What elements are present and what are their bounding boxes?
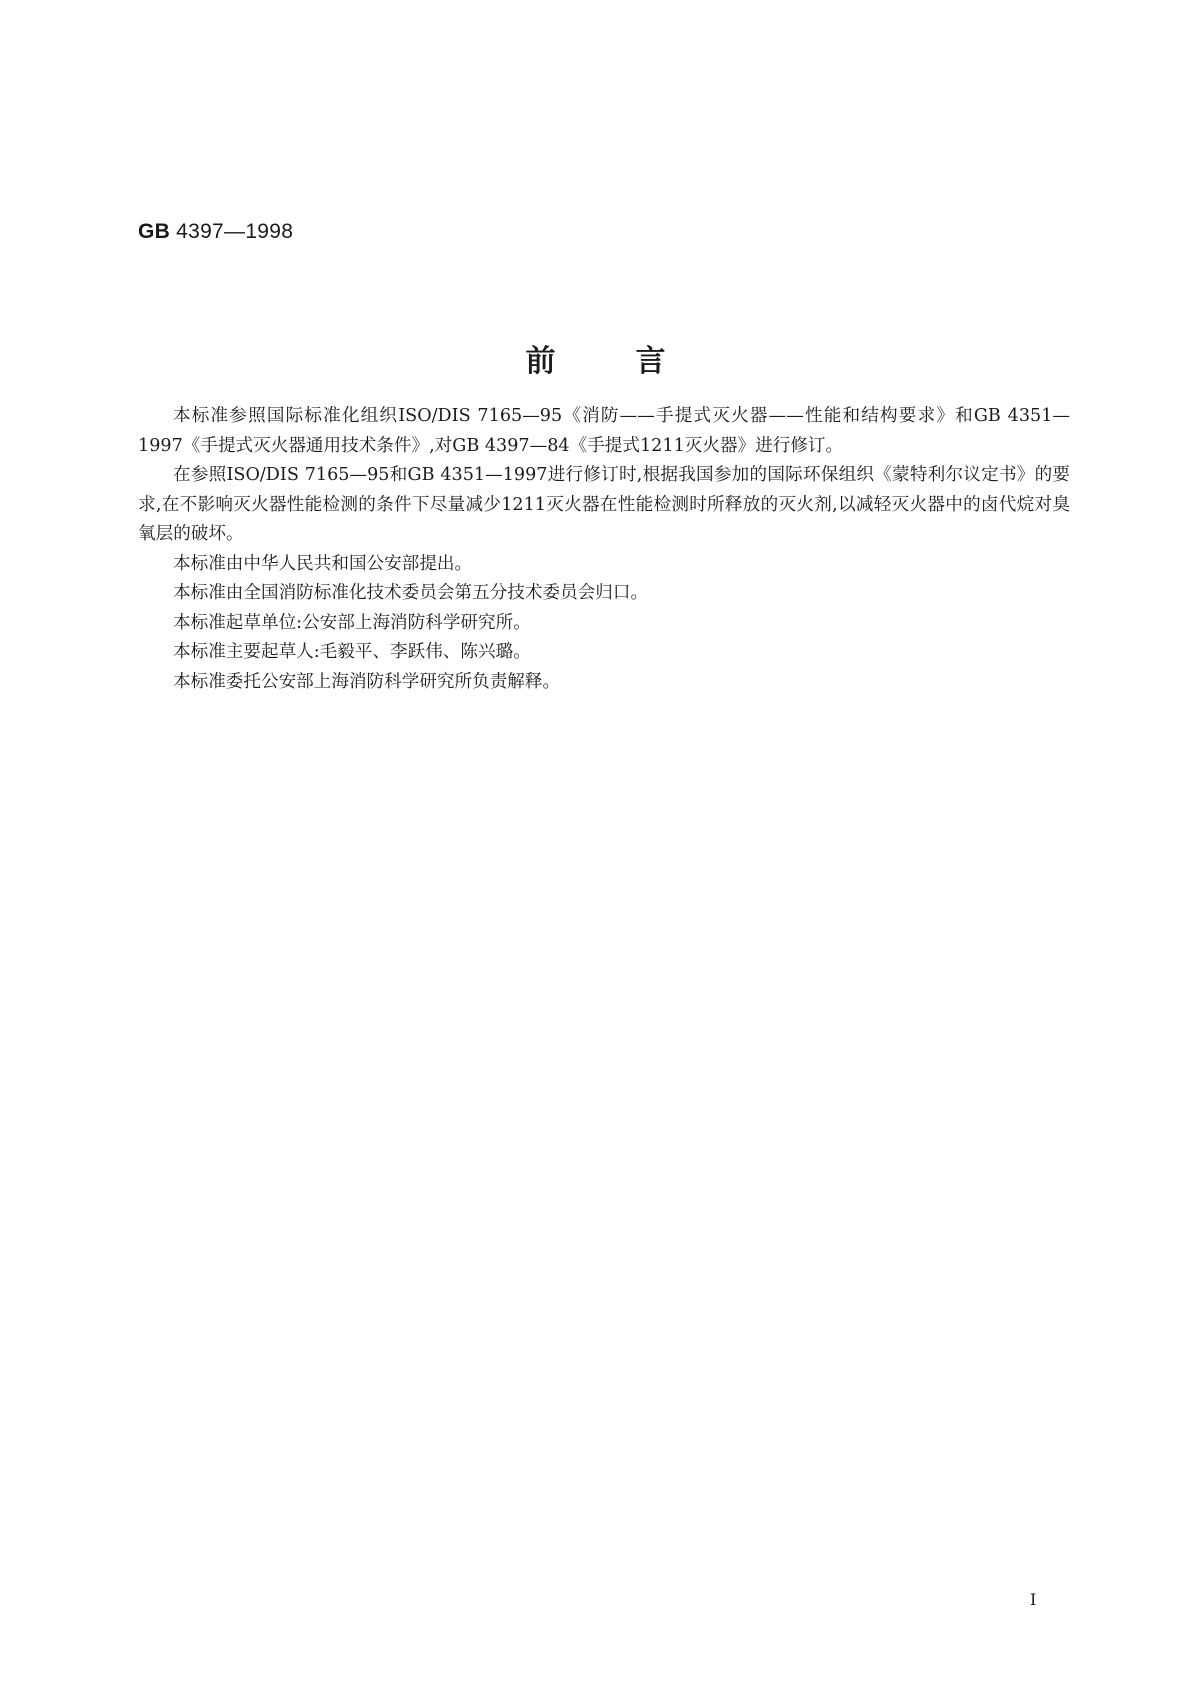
foreword-paragraph-1: 本标准参照国际标准化组织ISO/DIS 7165—95《消防——手提式灭火器——性能和结构要求》和GB 4351—1997《手提式灭火器通用技术条件》,对GB 4397—84《手提式1211灭火器》进行修订。 bbox=[138, 406, 1070, 456]
foreword-paragraph-6: 本标准主要起草人:毛毅平、李跃伟、陈兴璐。 bbox=[173, 642, 531, 662]
page-title: 前言 bbox=[525, 344, 746, 379]
foreword-paragraph-3: 本标准由中华人民共和国公安部提出。 bbox=[173, 553, 473, 574]
foreword-paragraph-4: 本标准由全国消防标准化技术委员会第五分技术委员会归口。 bbox=[173, 583, 649, 603]
standard-code-number: 4397—1998 bbox=[176, 220, 294, 243]
page-number: I bbox=[1030, 1590, 1037, 1609]
foreword-body bbox=[138, 402, 1070, 697]
foreword-paragraph-2: 在参照ISO/DIS 7165—95和GB 4351—1997进行修订时,根据我国参加的国际环保组织《蒙特利尔议定书》的要求,在不影响灭火器性能检测的条件下尽量减少1211灭火器在性能检测时所释放的灭火剂,以减轻灭火器中的卤代烷对臭氧层的破坏。 bbox=[138, 465, 1070, 544]
standard-code bbox=[138, 220, 293, 244]
foreword-paragraph-5: 本标准起草单位:公安部上海消防科学研究所。 bbox=[173, 612, 531, 633]
standard-code-prefix: GB bbox=[138, 220, 171, 243]
foreword-paragraph-7: 本标准委托公安部上海消防科学研究所负责解释。 bbox=[173, 671, 561, 692]
